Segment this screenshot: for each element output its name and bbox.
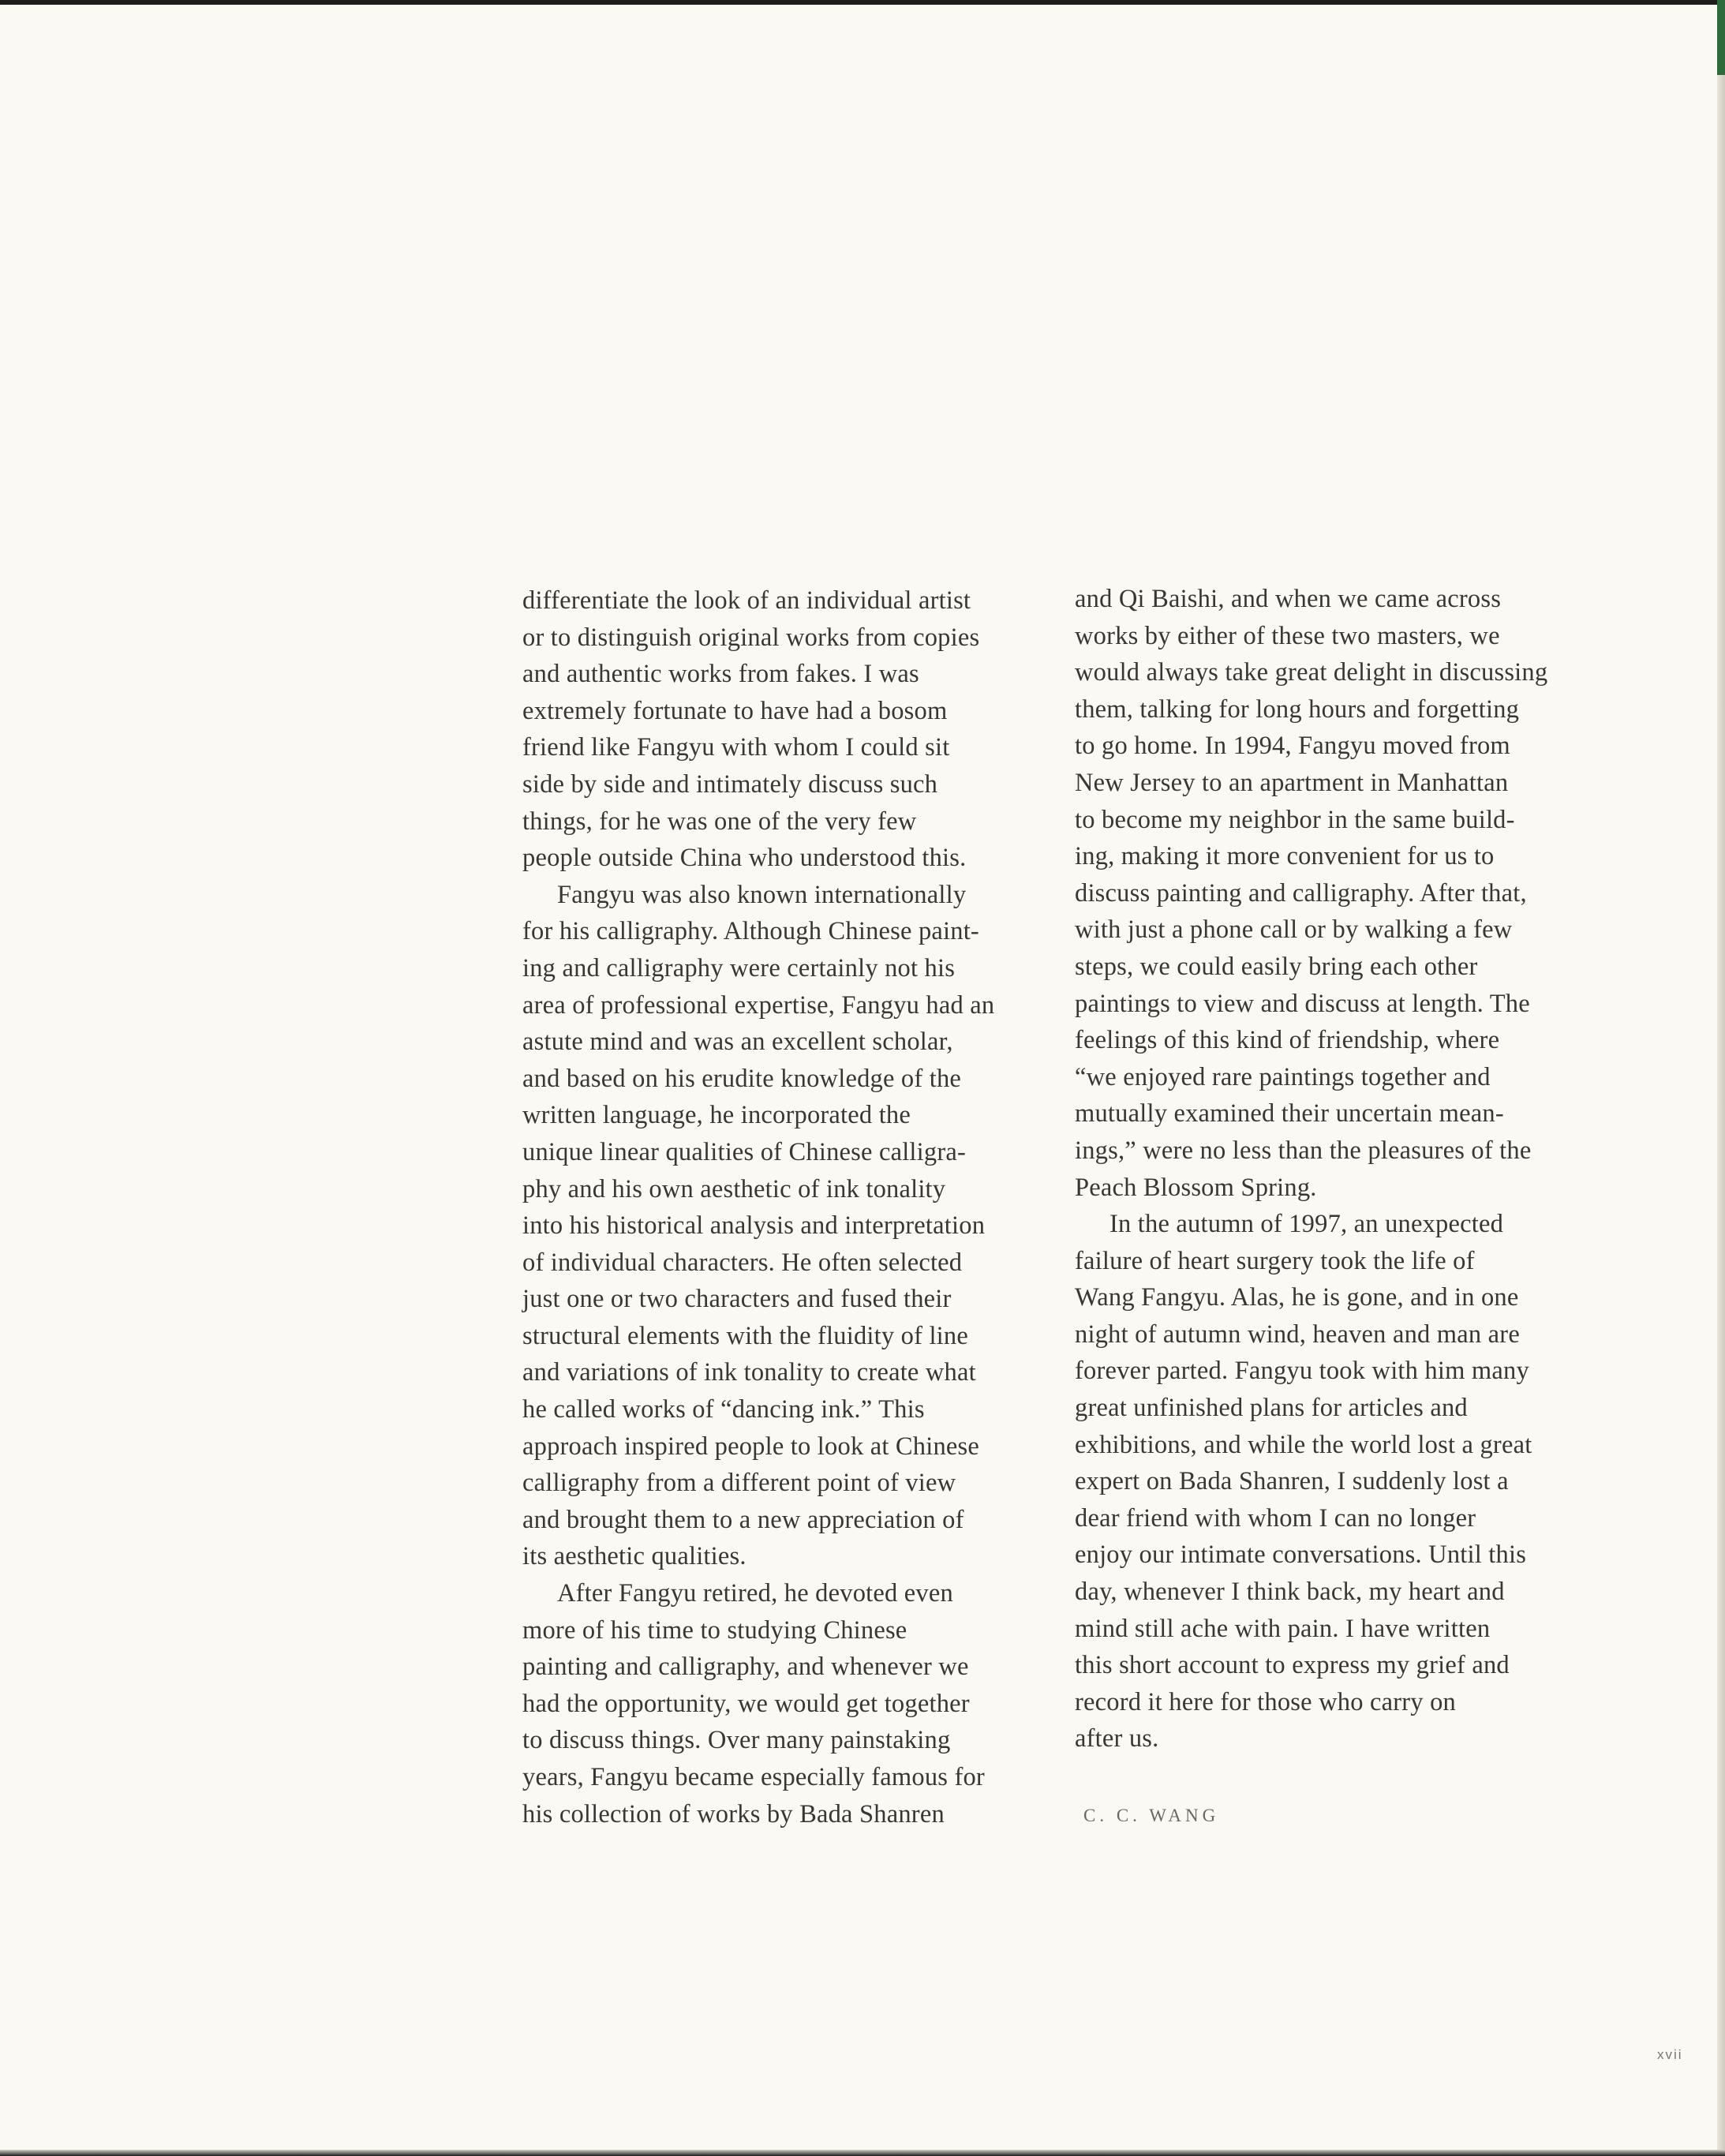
page-right-edge <box>1717 0 1725 2156</box>
paragraph: Fangyu was also known internationally for his calligraphy. Although Chinese paint- ing and calligraphy were certainly not his area of professional expertise, Fangyu had an astute mind and was an excellent scholar, and based on his erudite knowledge of the written language, he incorporated the unique linear qualities of Chinese calligra- phy and his own aesthetic of ink tonality into his historical analysis and interpretation of individual characters. He often selected just one or two characters and fused their structural elements with the fluidity of line and variations of ink tonality to create what he called works of “dancing ink.” This approach inspired people to look at Chinese calligraphy from a different point of view and brought them to a new appreciation of its aesthetic qualities. <box>522 880 995 1571</box>
right-text-column <box>1075 581 1589 1757</box>
paragraph: differentiate the look of an individual artist or to distinguish original works from copies and authentic works from fakes. I was extremely fortunate to have had a bosom friend like Fangyu with whom I could sit side by side and intimately discuss such things, for he was one of the very few people outside China who understood this. <box>522 586 980 873</box>
paragraph: After Fangyu retired, he devoted even more of his time to studying Chinese painting and calligraphy, and whenever we had the opportunity, we would get together to discuss things. Over many painstaking years, Fangyu became especially famous for his collection of works by Bada Shanren <box>522 1579 985 1828</box>
bookmark-tab <box>1717 0 1725 75</box>
page-number: xvii <box>1657 2047 1683 2062</box>
paragraph: In the autumn of 1997, an unexpected failure of heart surgery took the life of Wang Fangyu. Alas, he is gone, and in one night of autumn wind, heaven and man are forever parted. Fangyu took with him many great unfinished plans for articles and exhibitions, and while the world lost a great expert on Bada Shanren, I suddenly lost a dear friend with whom I can no longer enjoy our intimate conversations. Until this day, whenever I think back, my heart and mind still ache with pain. I have written this short account to express my grief and record it here for those who carry on after us. <box>1075 1210 1532 1754</box>
paragraph: and Qi Baishi, and when we came across works by either of these two masters, we would always take great delight in discussing them, talking for long hours and forgetting to go home. In 1994, Fangyu moved from New Jersey to an apartment in Manhattan to become my neighbor in the same build- ing, making it more convenient for us to discuss painting and calligraphy. After that, with just a phone call or by walking a few steps, we could easily bring each other paintings to view and discuss at length. The feelings of this kind of friendship, where “we enjoyed rare paintings together and mutually examined their uncertain mean- ings,” were no less than the pleasures of the Peach Blossom Spring. <box>1075 585 1548 1202</box>
author-signature: C. C. WANG <box>1083 1806 1220 1825</box>
left-text-column <box>522 582 1043 1832</box>
page-bottom-edge <box>0 2150 1725 2156</box>
page-top-edge <box>0 0 1725 5</box>
